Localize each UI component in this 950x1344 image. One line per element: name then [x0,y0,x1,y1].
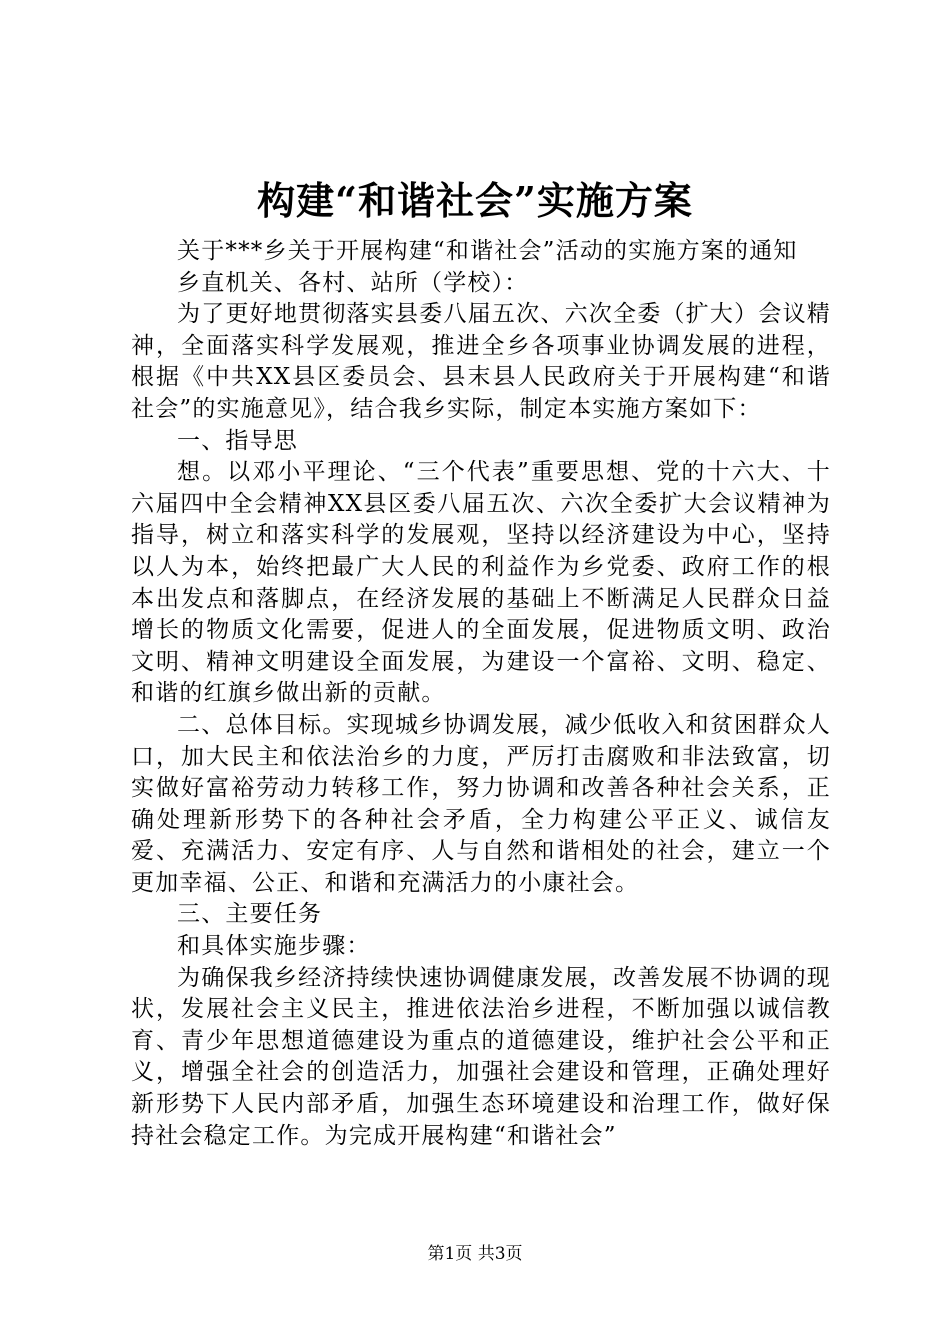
document-title: 构建“和谐社会”实施方案 [257,178,693,223]
paragraph-overall-goal: 二、总体目标。实现城乡协调发展，减少低收入和贫困群众人口，加大民主和依法治乡的力度，严厉打击腐败和非法致富，切实做好富裕劳动力转移工作，努力协调和改善各种社会关系，正确处理新形势下的各种社会矛盾，全力构建公平正义、诚信友爱、充满活力、安定有序、人与自然和谐相处的社会，建立一个更加幸福、公正、和谐和充满活力的小康社会。 [131,711,831,896]
document-body [131,236,831,1152]
paragraph-salutation: 乡直机关、各村、站所（学校）： [177,269,529,296]
section-heading-implementation-steps: 和具体实施步骤： [177,933,371,960]
paragraph-intro: 为了更好地贯彻落实县委八届五次、六次全委（扩大）会议精神，全面落实科学发展观，推进全乡各项事业协调发展的进程，根据《中共XX县区委员会、县末县人民政府关于开展构建“和谐社会”的实施意见》，结合我乡实际，制定本实施方案如下： [131,301,831,422]
section-heading-main-tasks: 三、主要任务 [177,901,323,928]
page-footer: 第1页 共3页 [427,1244,523,1264]
section-heading-guiding-ideology: 一、指导思 [177,427,298,454]
paragraph-main-tasks: 为确保我乡经济持续快速协调健康发展，改善发展不协调的现状，发展社会主义民主，推进依法治乡进程，不断加强以诚信教育、青少年思想道德建设为重点的道德建设，维护社会公平和正义，增强全社会的创造活力，加强社会建设和管理，正确处理好新形势下人民内部矛盾，加强生态环境建设和治理工作，做好保持社会稳定工作。为完成开展构建“和谐社会” [131,964,831,1149]
paragraph-guiding-ideology: 想。以邓小平理论、“三个代表”重要思想、党的十六大、十六届四中全会精神XX县区委八届五次、六次全委扩大会议精神为指导，树立和落实科学的发展观，坚持以经济建设为中心，坚持以人为本，始终把最广大人民的利益作为乡党委、政府工作的根本出发点和落脚点，在经济发展的基础上不断满足人民群众日益增长的物质文化需要，促进人的全面发展，促进物质文明、政治文明、精神文明建设全面发展，为建设一个富裕、文明、稳定、和谐的红旗乡做出新的贡献。 [131,459,831,707]
paragraph-notice-heading: 关于***乡关于开展构建“和谐社会”活动的实施方案的通知 [177,238,798,264]
